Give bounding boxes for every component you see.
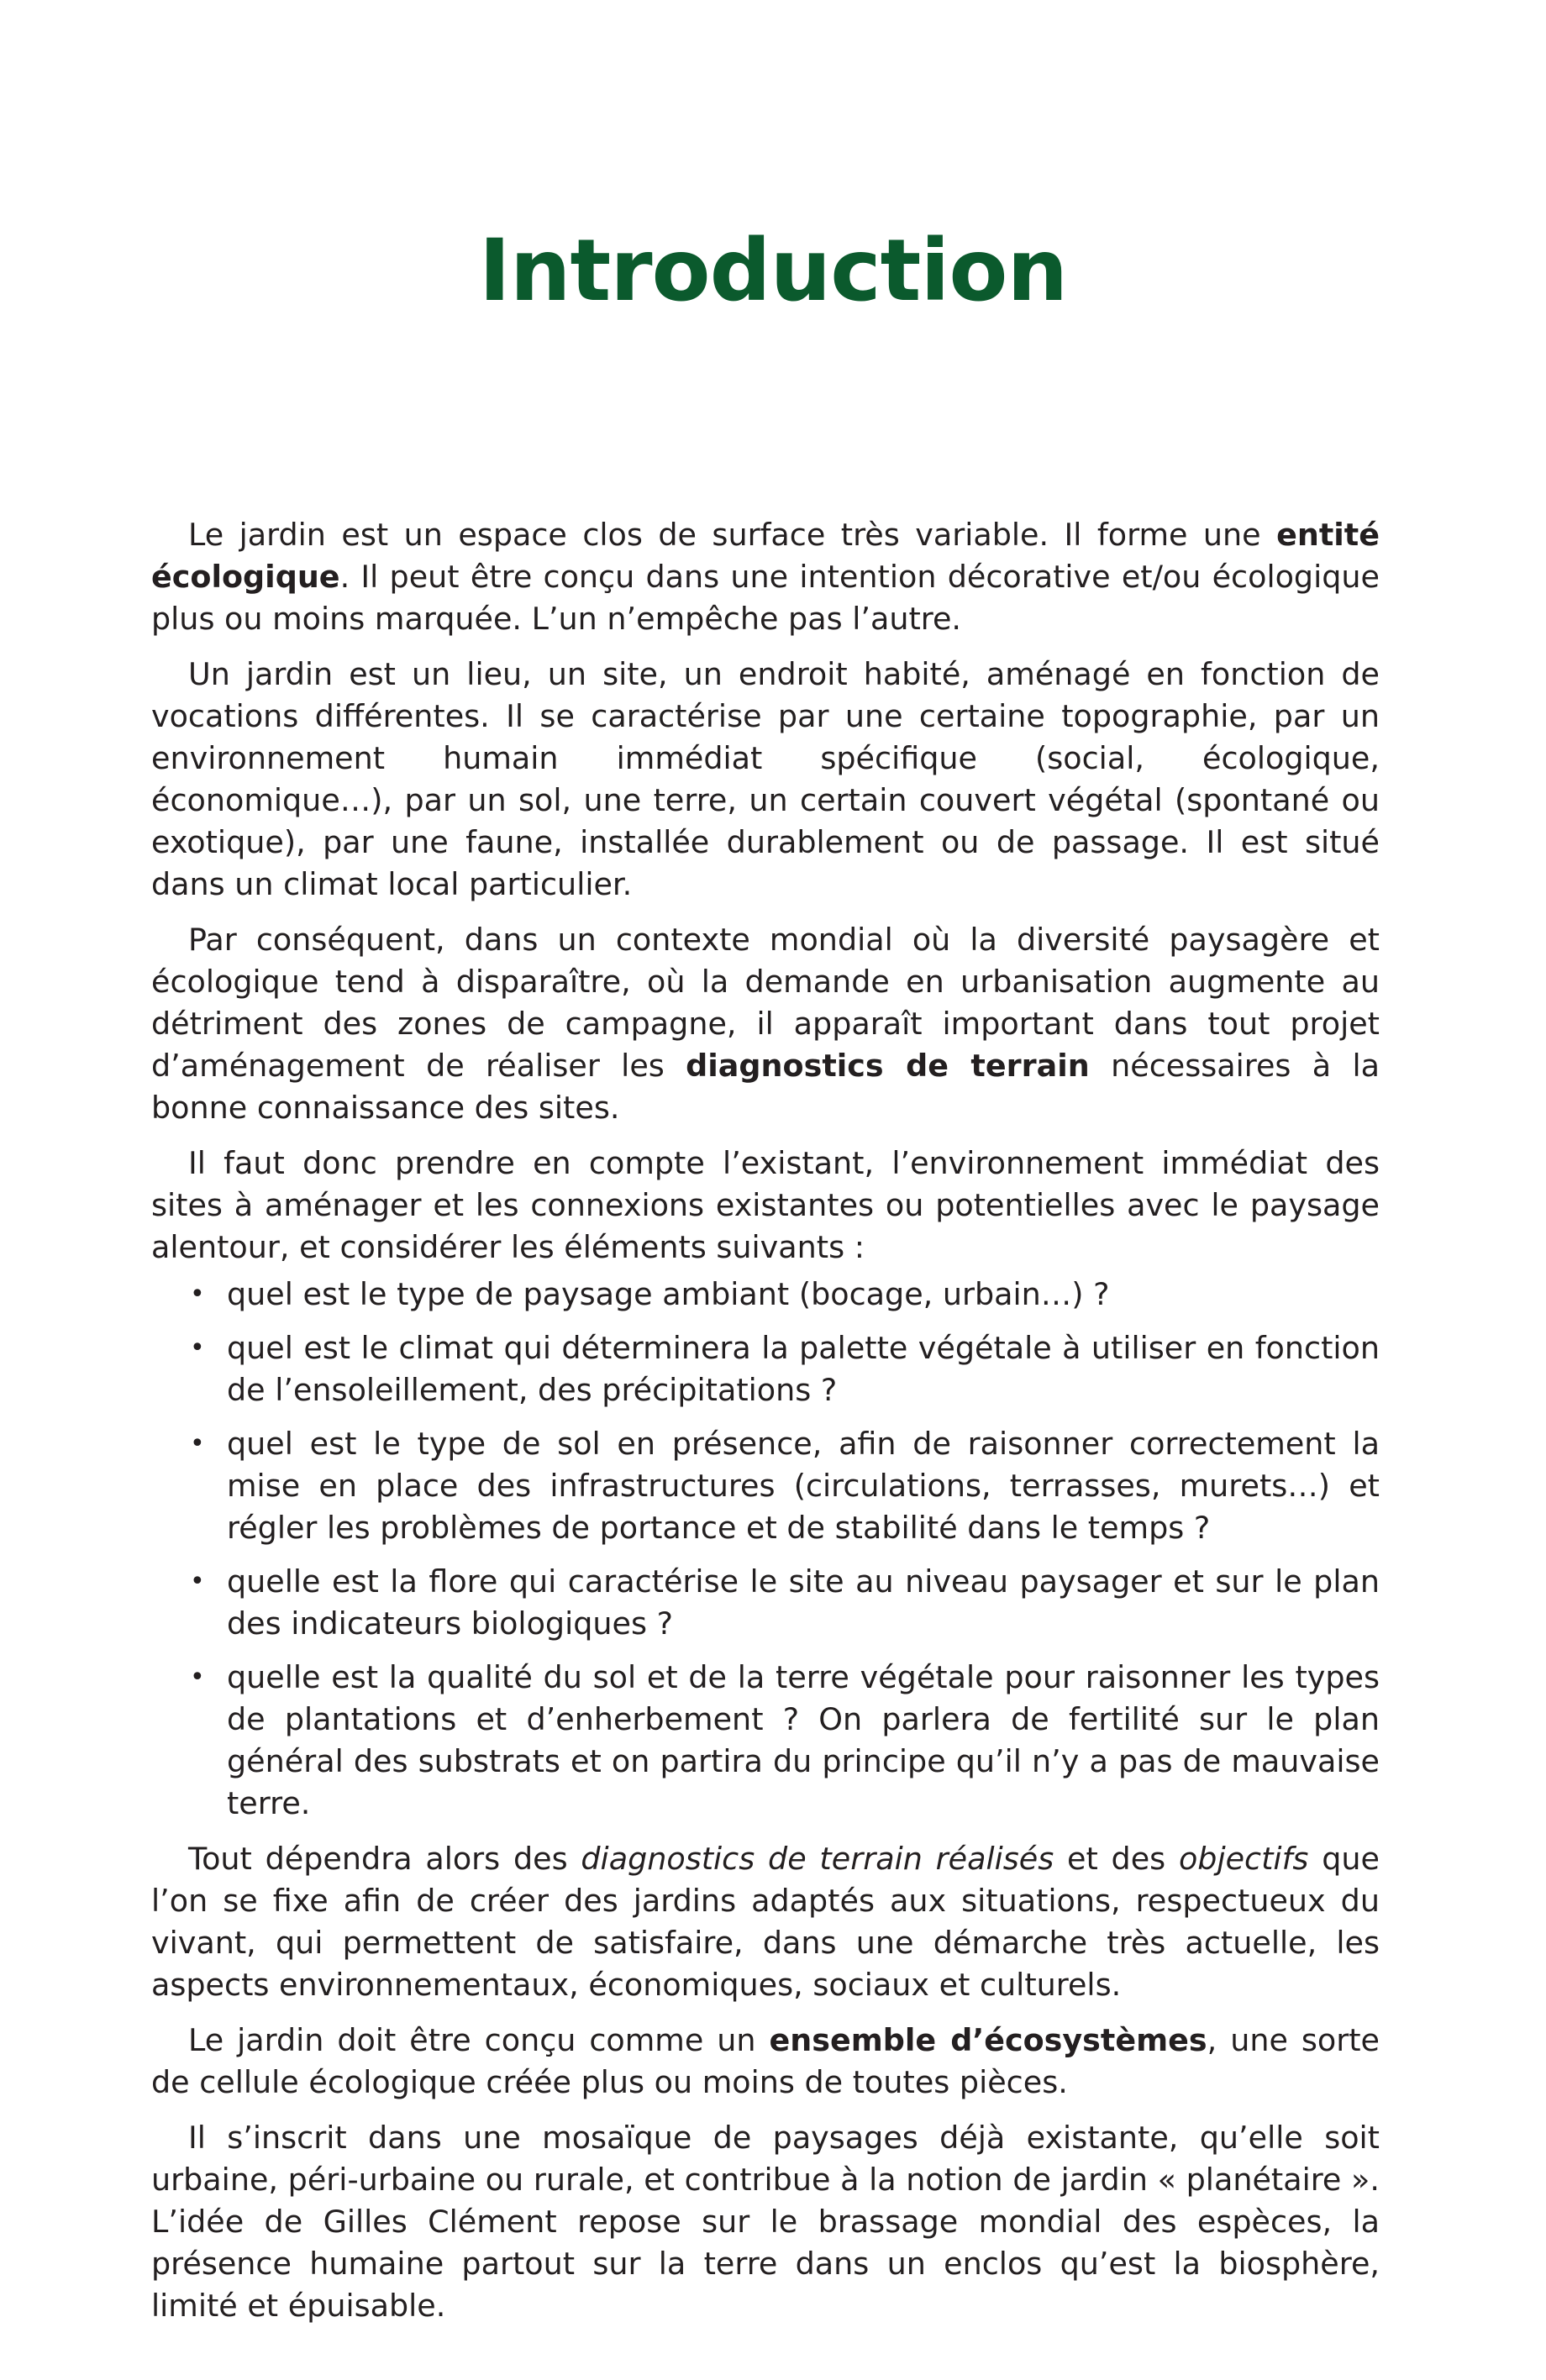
list-item-text: quelle est la flore qui caractérise le site au niveau paysager et sur le plan des indicateurs biologiques ?: [227, 1563, 1380, 1642]
paragraph-5-italic-term-2: objectifs: [1178, 1841, 1309, 1877]
body-text: [151, 514, 1380, 2341]
bullet-list: [151, 1274, 1380, 1825]
paragraph-1-text-a: Le jardin est un espace clos de surface très variable. Il forme une: [188, 517, 1277, 553]
paragraph-3-text-c: nécessaires à la bonne connaissance des sites.: [151, 1048, 1380, 1126]
paragraph-3: [151, 919, 1380, 1129]
paragraph-5-text-c: et des: [1054, 1841, 1179, 1877]
paragraph-5-text-e: que l’on se fixe afin de créer des jardins adaptés aux situations, respectueux du vivant, qui permettent de satisfaire, dans une démarche très actuelle, les aspects environnementaux, économiques, sociaux et culturels.: [151, 1841, 1380, 2003]
paragraph-7: Il s’inscrit dans une mosaïque de paysages déjà existante, qu’elle soit urbaine, péri-urbaine ou rurale, et contribue à la notion de jardin « planétaire ». L’idée de Gilles Clément repose sur le brassage mondial des espèces, la présence humaine partout sur la terre dans un enclos qu’est la biosphère, limité et épuisable.: [151, 2120, 1380, 2324]
list-item: [151, 1561, 1380, 1645]
paragraph-5-text-a: Tout dépendra alors des: [188, 1841, 581, 1877]
list-item-text: quel est le type de paysage ambiant (bocage, urbain…) ?: [227, 1276, 1110, 1312]
bullet-icon: •: [190, 1663, 205, 1692]
paragraph-1-text-c: . Il peut être conçu dans une intention décorative et/ou écologique plus ou moins marquée. L’un n’empêche pas l’autre.: [151, 559, 1380, 637]
paragraph-1-bold-term: entité écologique: [151, 517, 1380, 595]
paragraph-1: [151, 514, 1380, 640]
list-item-text: quelle est la qualité du sol et de la terre végétale pour raisonner les types de plantations et d’enherbement ? On parlera de fertilité sur le plan général des substrats et on partira du principe qu’il n’y a pas de mauvaise terre.: [227, 1659, 1380, 1821]
list-item-text: quel est le type de sol en présence, afin de raisonner correctement la mise en place des infrastructures (circulations, terrasses, murets…) et régler les problèmes de portance et de stabilité dans le temps ?: [227, 1426, 1380, 1546]
paragraph-6-text-a: Le jardin doit être conçu comme un: [188, 2022, 770, 2058]
bullet-icon: •: [190, 1429, 205, 1458]
list-item: [151, 1657, 1380, 1825]
list-item: [151, 1423, 1380, 1549]
paragraph-5: [151, 1838, 1380, 2006]
bullet-icon: •: [190, 1333, 205, 1363]
paragraph-6-bold-term: ensemble d’écosystèmes: [769, 2022, 1207, 2058]
paragraph-6: [151, 2020, 1380, 2104]
list-item: [151, 1274, 1380, 1316]
page-title: Introduction: [478, 221, 1068, 321]
list-item-text: quel est le climat qui déterminera la palette végétale à utiliser en fonction de l’ensoleillement, des précipitations ?: [227, 1330, 1380, 1408]
list-item: [151, 1327, 1380, 1411]
paragraph-3-bold-term: diagnostics de terrain: [686, 1048, 1090, 1084]
paragraph-5-italic-term: diagnostics de terrain réalisés: [581, 1841, 1054, 1877]
paragraph-3-text-a: Par conséquent, dans un contexte mondial où la diversité paysagère et écologique tend à disparaître, où la demande en urbanisation augmente au détriment des zones de campagne, il apparaît important dans tout projet d’aménagement de réaliser les: [151, 922, 1380, 1084]
bullet-icon: •: [190, 1567, 205, 1596]
paragraph-6-text-c: , une sorte de cellule écologique créée plus ou moins de toutes pièces.: [151, 2022, 1380, 2100]
paragraph-2: Un jardin est un lieu, un site, un endroit habité, aménagé en fonction de vocations différentes. Il se caractérise par une certaine topographie, par un environnement humain immédiat spécifique (social, écologique, économique…), par un sol, une terre, un certain couvert végétal (spontané ou exotique), par une faune, installée durablement ou de passage. Il est situé dans un climat local particulier.: [151, 656, 1380, 902]
paragraph-4: Il faut donc prendre en compte l’existant, l’environnement immédiat des sites à aménager et les connexions existantes ou potentielles avec le paysage alentour, et considérer les éléments suivants :: [151, 1145, 1380, 1265]
bullet-icon: •: [190, 1279, 205, 1309]
